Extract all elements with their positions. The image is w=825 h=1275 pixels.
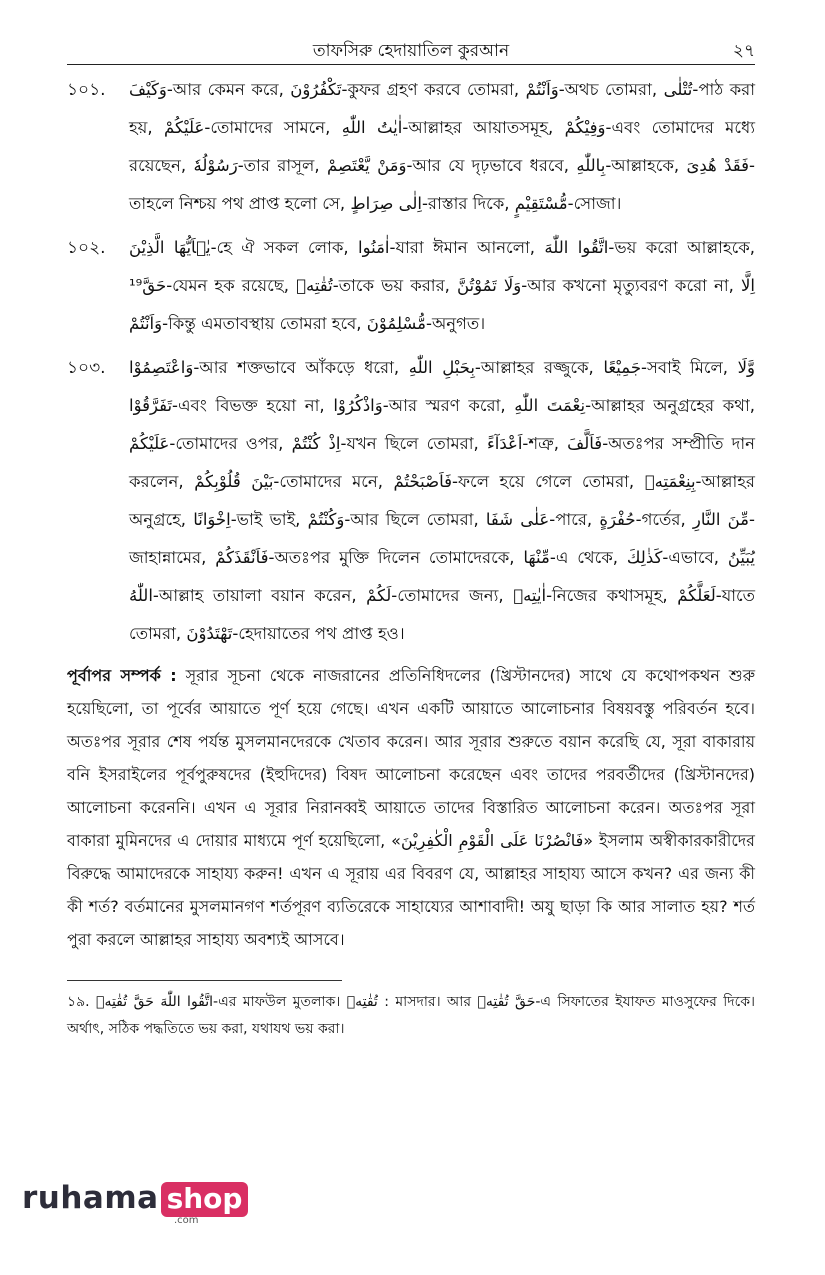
verse-text: يٰۤاَيُّهَا الَّذِيْنَ-হে ঐ সকল লোক, اٰمَنُوا-যারা ঈমান আনলো, اتَّقُوا اللّٰهَ-ভয় করো আল্লাহকে, ¹⁹حَقَّ-যেমন হক রয়েছে, تُقٰتِهٖ-তাকে ভয় করার, وَلَا تَمُوْتُنَّ-আর কখনো মৃত্যুবরণ করো না, اِلَّا وَاَنْتُمْ-কিন্তু এমতাবস্থায় তোমরা হবে, مُّسْلِمُوْنَ-অনুগত। <box>129 238 755 333</box>
ruhamashop-logo <box>22 1180 248 1228</box>
context-paragraph <box>67 659 755 956</box>
verse-text: وَكَيْفَ-আর কেমন করে, تَكْفُرُوْنَ-কুফর গ্রহণ করবে তোমরা, وَاَنْتُمْ-অথচ তোমরা, تُتْلٰى-পাঠ করা হয়, عَلَيْكُمْ-তোমাদের সামনে, اٰيٰتُ اللّٰهِ-আল্লাহর আয়াতসমূহ, وَفِيْكُمْ-এবং তোমাদের মধ্যে রয়েছেন, رَسُوْلُهٗ-তার রাসূল, وَمَنْ يَّعْتَصِمْ-আর যে দৃঢ়ভাবে ধরবে, بِاللّٰهِ-আল্লাহকে, فَقَدْ هُدِىَ-তাহলে নিশ্চয় পথ প্রাপ্ত হলো সে, اِلٰى صِرَاطٍ-রাস্তার দিকে, مُّسْتَقِيْمٍ-সোজা। <box>129 80 755 213</box>
running-title: তাফসিরু হেদায়াতিল কুরআন <box>312 41 510 61</box>
verse-103 <box>67 349 755 653</box>
logo-shop-badge: shop <box>161 1182 249 1217</box>
verse-text: وَاعْتَصِمُوْا-আর শক্তভাবে আঁকড়ে ধরো, بِحَبْلِ اللّٰهِ-আল্লাহর রজ্জুকে, جَمِيْعًا-সবাই মিলে, وَّلَا تَفَرَّقُوْا-এবং বিভক্ত হয়ো না, وَاذْكُرُوْا-আর স্মরণ করো, نِعْمَتَ اللّٰهِ-আল্লাহর অনুগ্রহের কথা, عَلَيْكُمْ-তোমাদের ওপর, اِذْ كُنْتُمْ-যখন ছিলে তোমরা, اَعْدَآءً-শত্রু, فَاَلَّفَ-অতঃপর সম্প্রীতি দান করলেন, بَيْنَ قُلُوْبِكُمْ-তোমাদের মনে, فَاَصْبَحْتُمْ-ফলে হয়ে গেলে তোমরা, بِنِعْمَتِهٖ-আল্লাহর অনুগ্রহে, اِخْوَانًا-ভাই ভাই, وَكُنْتُمْ-আর ছিলে তোমরা, عَلٰى شَفَا-পারে, حُفْرَةٍ-গর্তের, مِّنَ النَّارِ-জাহান্নামের, فَاَنْقَذَكُمْ-অতঃপর মুক্তি দিলেন তোমাদেরকে, مِّنْهَا-এ থেকে, كَذٰلِكَ-এভাবে, يُبَيِّنُ اللّٰهُ-আল্লাহ তায়ালা বয়ান করেন, لَكُمْ-তোমাদের জন্য, اٰيٰتِهٖ-নিজের কথাসমূহ, لَعَلَّكُمْ-যাতে তোমরা, تَهْتَدُوْنَ-হেদায়াতের পথ প্রাপ্ত হও। <box>129 358 756 643</box>
logo-domain: .com <box>174 1215 199 1226</box>
book-page <box>67 30 755 1043</box>
logo-text: ruhama <box>22 1180 159 1216</box>
verse-number: ১০৩. <box>67 358 106 378</box>
verse-number: ১০২. <box>67 238 106 258</box>
verse-number: ১০১. <box>67 80 106 100</box>
page-header <box>67 30 755 65</box>
context-text: সূরার সূচনা থেকে নাজরানের প্রতিনিধিদলের (খ্রিস্টানদের) সাথে যে কথোপকথন শুরু হয়েছিলো, তা পূর্বের আয়াতে পূর্ণ হয়ে গেছে। এখন একটি আয়াতে আলোচনার বিষয়বস্তু পরিবর্তন হবে। অতঃপর সূরার শেষ পর্যন্ত মুসলমানদেরকে খেতাব করেন। আর সূরার শুরুতে বয়ান করেছি যে, সূরা বাকারায় বনি ইসরাইলের পূর্বপুরুষদের (ইহুদিদের) বিষদ আলোচনা করেছেন এবং তাদের পরবর্তীদের (খ্রিস্টানদের) আলোচনা করেননি। এখন এ সূরার নিরানব্বই আয়াতে তাদের বিস্তারিত আলোচনা করেন। অতঃপর সূরা বাকারা মুমিনদের এ দোয়ার মাধ্যমে পূর্ণ হয়েছিলো, «فَانْصُرْنَا عَلَى الْقَوْمِ الْكٰفِرِيْنَ» ইসলাম অস্বীকারকারীদের বিরুদ্ধে আমাদেরকে সাহায্য করুন! এখন এ সূরায় এর বিবরণ যে, আল্লাহর সাহায্য আসে কখন? এর জন্য কী কী শর্ত? বর্তমানের মুসলমানগণ শর্তপূরণ ব্যতিরেকে সাহায্যের আশাবাদী! অযু ছাড়া কি আর সালাত হয়? শর্ত পুরা করলে আল্লাহর সাহায্য অবশ্যই আসবে। <box>67 666 755 949</box>
verse-102 <box>67 229 755 343</box>
footnote: ১৯. اتَّقُوا اللّٰهَ حَقَّ تُقٰتِهٖ-এর মাফউল মুতলাক। تُقٰتِهٖ : মাসদার। আর حَقَّ تُقٰتِهٖ-এ সিফাতের ইযাফত মাওসুফের দিকে। অর্থাৎ, সঠিক পদ্ধতিতে ভয় করা, যথাযথ ভয় করা। <box>67 994 756 1037</box>
page-number: ২৭ <box>732 41 755 61</box>
footnote-divider <box>67 980 342 981</box>
verse-101 <box>67 71 755 223</box>
context-label: পূর্বাপর সম্পর্ক : <box>67 666 177 685</box>
